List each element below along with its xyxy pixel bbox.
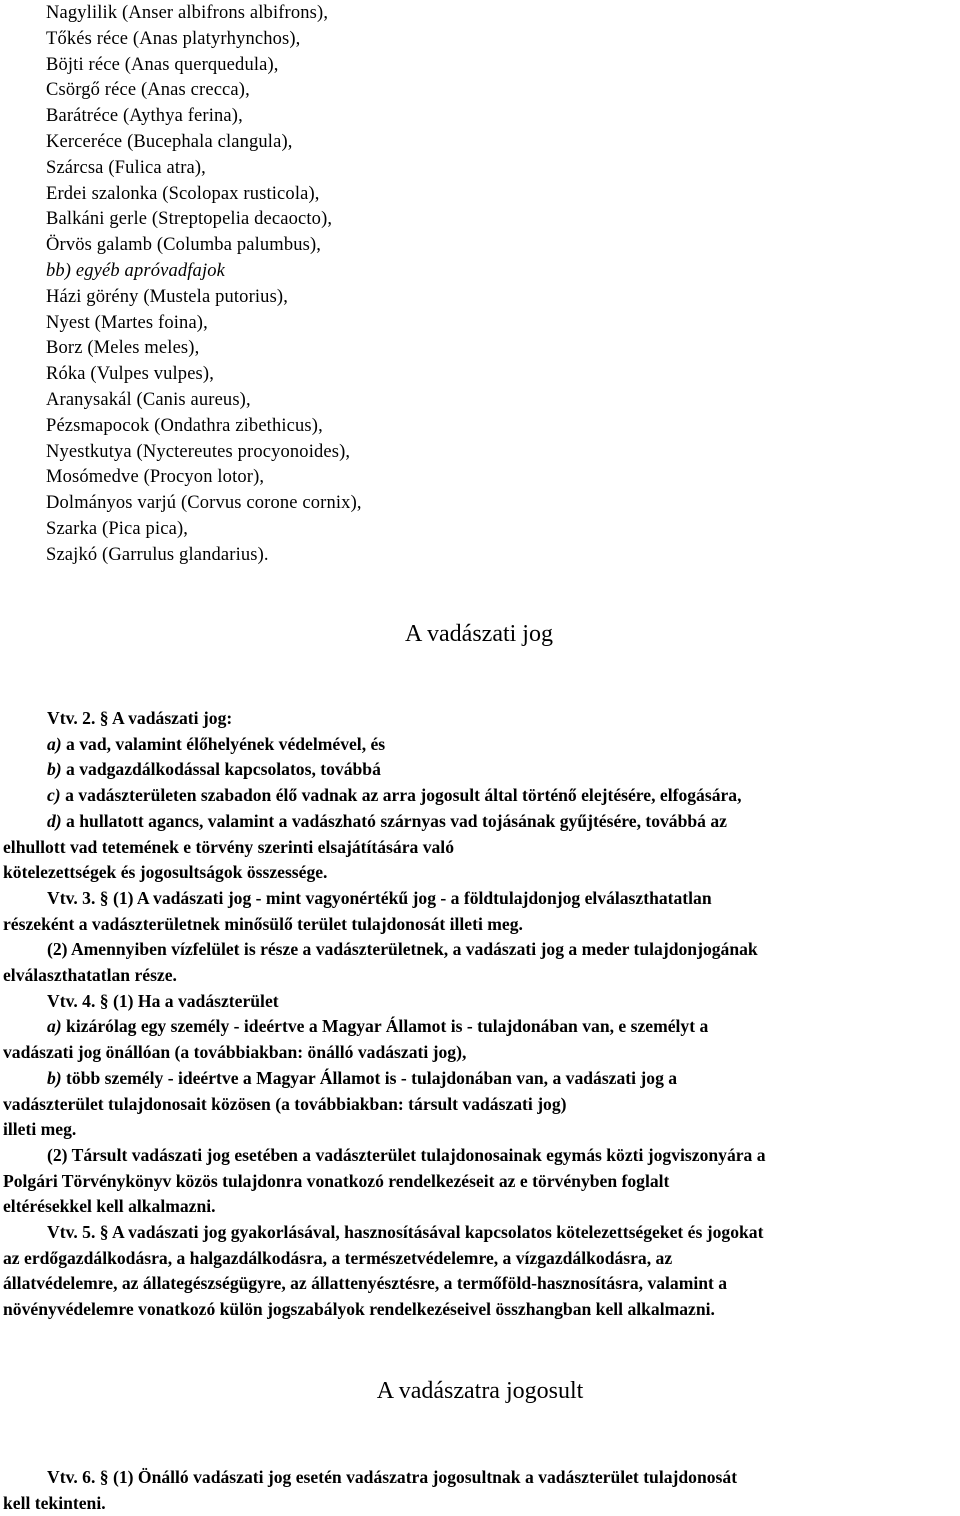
- species-list-item: Nagylilik (Anser albifrons albifrons),: [46, 3, 329, 23]
- law-text-content: kizárólag egy személy - ideértve a Magyar Államot is - tulajdonában van, e személyt a: [61, 1016, 709, 1037]
- law-text-line: [3, 706, 958, 732]
- species-list-item: Nyestkutya (Nyctereutes procyonoides),: [46, 441, 351, 462]
- law-text-content: több személy - ideértve a Magyar Államot is - tulajdonában van, a vadászati jog a: [61, 1067, 678, 1088]
- law-text-line: [3, 1143, 958, 1169]
- law-text-content: vadászati jog önállóan (a továbbiakban: önálló vadászati jog),: [3, 1042, 467, 1063]
- law-text-section-2: [3, 1465, 958, 1516]
- law-text-content: növényvédelemre vonatkozó külön jogszabályok rendelkezéseivel összhangban kell alkalmazni.: [3, 1299, 715, 1320]
- law-text-content: illeti meg.: [3, 1119, 77, 1140]
- law-text-content: vadászterület tulajdonosait közösen (a továbbiakban: társult vadászati jog): [3, 1093, 567, 1114]
- species-list-item: Szarka (Pica pica),: [46, 518, 189, 539]
- species-list-item: Nyest (Martes foina),: [46, 312, 208, 333]
- law-text-line: [3, 732, 958, 758]
- law-text-content: a hullatott agancs, valamint a vadászható szárnyas vad tojásának gyűjtésére, továbbá az: [61, 810, 727, 831]
- section-heading-hunting-entitled: A vadászatra jogosult: [376, 1378, 584, 1404]
- species-list-item: Aranysakál (Canis aureus),: [46, 389, 251, 410]
- enumeration-marker: b): [47, 1067, 62, 1088]
- enumeration-marker: a): [47, 733, 62, 754]
- species-list-item: bb) egyéb apróvadfajok: [46, 260, 225, 281]
- species-list-item: Mosómedve (Procyon lotor),: [46, 467, 265, 488]
- law-text-content: Vtv. 3. § (1) A vadászati jog - mint vagyonértékű jog - a földtulajdonjog elválaszthatatlan: [47, 887, 712, 908]
- law-text-content: Polgári Törvénykönyv közös tulajdonra vonatkozó rendelkezéseit az e törvényben foglalt: [3, 1170, 670, 1191]
- law-text-content: elválaszthatatlan része.: [3, 965, 177, 986]
- law-text-line: [3, 1194, 958, 1220]
- law-text-content: Vtv. 2. § A vadászati jog:: [47, 708, 233, 728]
- law-text-line: [3, 963, 958, 989]
- species-list-item: Dolmányos varjú (Corvus corone cornix),: [46, 493, 362, 514]
- enumeration-marker: d): [47, 810, 62, 831]
- law-text-content: részeként a vadászterületnek minősülő terület tulajdonosát illeti meg.: [3, 913, 523, 934]
- species-list-item: Erdei szalonka (Scolopax rusticola),: [46, 183, 320, 204]
- species-list-item: Róka (Vulpes vulpes),: [46, 364, 214, 385]
- law-text-line: [3, 989, 958, 1015]
- law-text-line: [3, 1491, 958, 1516]
- law-text-line: [3, 1220, 958, 1246]
- law-text-line: [3, 1040, 958, 1066]
- species-list-item: Borz (Meles meles),: [46, 338, 200, 359]
- law-text-content: Vtv. 5. § A vadászati jog gyakorlásával, hasznosításával kapcsolatos kötelezettségeket és jogokat: [47, 1222, 764, 1243]
- enumeration-marker: b): [47, 759, 62, 780]
- law-text-content: Vtv. 4. § (1) Ha a vadászterület: [47, 990, 279, 1011]
- species-list-item: Pézsmapocok (Ondathra zibethicus),: [46, 415, 323, 436]
- species-list-item: Szajkó (Garrulus glandarius).: [46, 544, 269, 565]
- law-text-content: (2) Amennyiben vízfelület is része a vadászterületnek, a vadászati jog a meder tulajdonjogának: [47, 939, 758, 960]
- species-list-item: Barátréce (Aythya ferina),: [46, 106, 243, 127]
- law-text-line: [3, 1465, 958, 1491]
- law-text-line: [3, 835, 958, 861]
- enumeration-marker: a): [47, 1016, 62, 1037]
- law-text-content: az erdőgazdálkodásra, a halgazdálkodásra, a természetvédelemre, a vízgazdálkodásra, az: [3, 1247, 673, 1268]
- law-text-line: [3, 1014, 958, 1040]
- law-text-content: eltérésekkel kell alkalmazni.: [3, 1196, 216, 1217]
- law-text-content: a vadászterületen szabadon élő vadnak az arra jogosult által történő elejtésére, elfogására,: [60, 785, 742, 806]
- law-text-line: [3, 1246, 958, 1272]
- law-text-line: [3, 860, 958, 886]
- species-list-item: Kercerécе (Bucephala clangula),: [46, 131, 293, 152]
- law-text-content: kell tekinteni.: [3, 1492, 106, 1513]
- law-text-content: állatvédelemre, az állategészségügyre, az állattenyésztésre, a termőföld-hasznosításra, valamint a: [3, 1273, 728, 1294]
- law-text-line: [3, 1297, 958, 1323]
- law-text-line: [3, 1169, 958, 1195]
- law-text-content: a vadgazdálkodással kapcsolatos, továbbá: [61, 759, 381, 780]
- law-text-content: (2) Társult vadászati jog esetében a vadászterület tulajdonosainak egymás közti jogviszonyára a: [47, 1144, 766, 1165]
- law-text-content: kötelezettségek és jogosultságok összessége.: [3, 862, 328, 883]
- law-text-line: [3, 1117, 958, 1143]
- section-heading-hunting-right: A vadászati jog: [405, 621, 553, 647]
- species-list-item: Tőkés réce (Anas platyrhynchos),: [46, 28, 301, 49]
- law-text-line: [3, 783, 958, 809]
- law-text-line: [3, 1066, 958, 1092]
- law-text-line: [3, 1271, 958, 1297]
- law-text-line: [3, 937, 958, 963]
- species-list-item: Szárcsa (Fulica atra),: [46, 157, 206, 178]
- species-list: [46, 1, 362, 569]
- law-text-line: [3, 1092, 958, 1118]
- law-text-content: Vtv. 6. § (1) Önálló vadászati jog esetén vadászatra jogosultnak a vadászterület tulajdonosát: [47, 1467, 738, 1487]
- law-text-line: [3, 757, 958, 783]
- species-list-item: Csörgő réce (Anas crecca),: [46, 80, 250, 101]
- species-list-item: Házi görény (Mustela putorius),: [46, 286, 289, 307]
- enumeration-marker: c): [47, 785, 61, 806]
- law-text-content: a vad, valamint élőhelyének védelmével, és: [61, 733, 386, 754]
- species-list-item: Örvös galamb (Columba palumbus),: [46, 235, 322, 256]
- law-text-line: [3, 809, 958, 835]
- species-list-item: Balkáni gerle (Streptopelia decaocto),: [46, 209, 333, 230]
- law-text-content: elhullott vad tetemének e törvény szerinti elsajátítására való: [3, 836, 454, 857]
- law-text-line: [3, 886, 958, 912]
- species-list-item: Böjti réce (Anas querquedula),: [46, 54, 279, 75]
- law-text-section-1: [3, 706, 958, 1323]
- law-text-line: [3, 912, 958, 938]
